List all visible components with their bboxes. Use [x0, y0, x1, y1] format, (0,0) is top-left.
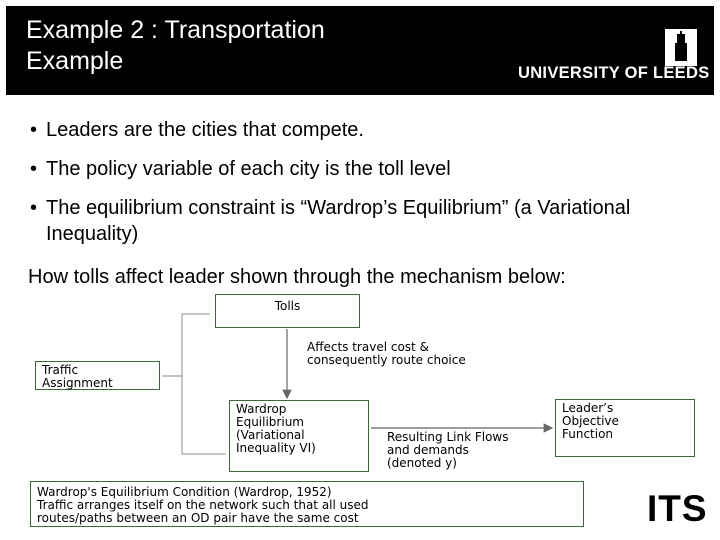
its-logo: ITS	[647, 488, 708, 529]
resulting-flows-label: Resulting Link Flows and demands (denoted y)	[387, 430, 509, 470]
title-line-1: Example 2 : Transportation	[26, 16, 325, 44]
bullet-text: The equilibrium constraint is “Wardrop’s Equilibrium” (a Variational Inequality)	[46, 197, 631, 245]
condition-title: Wardrop's Equilibrium Condition (Wardrop, 1952)	[37, 485, 332, 499]
traffic-assignment-text: Traffic Assignment	[42, 363, 113, 390]
wardrop-condition-box	[30, 481, 584, 527]
slide-title	[26, 15, 325, 77]
tolls-box: Tolls	[215, 294, 360, 328]
leader-objective-text: Leader’s Objective Function	[562, 401, 619, 441]
bullet-item	[30, 195, 690, 247]
affects-label: Affects travel cost & consequently route choice	[307, 340, 466, 367]
bullet-text: Leaders are the cities that compete.	[46, 119, 364, 141]
slide-header	[6, 6, 714, 95]
traffic-assignment-box	[35, 361, 160, 390]
leader-objective-box	[555, 399, 695, 457]
wardrop-equilibrium-box	[229, 400, 369, 472]
mechanism-intro: How tolls affect leader shown through the mechanism below:	[28, 266, 566, 288]
bullet-list	[30, 117, 690, 260]
university-crest-icon	[665, 29, 697, 66]
bullet-item	[30, 117, 690, 143]
bullet-dot-icon: •	[30, 119, 38, 141]
title-line-2: Example	[26, 47, 124, 75]
condition-text: Traffic arranges itself on the network such that all used routes/paths between an OD pair have the same cost	[37, 498, 369, 525]
bullet-text: The policy variable of each city is the toll level	[46, 158, 451, 180]
bracket-connector	[182, 314, 226, 454]
bullet-dot-icon: •	[30, 158, 38, 180]
wardrop-equilibrium-text: Wardrop Equilibrium (Variational Inequality VI)	[236, 402, 316, 455]
bullet-dot-icon: •	[30, 197, 38, 219]
university-logo-text: UNIVERSITY OF LEEDS	[518, 64, 710, 82]
bullet-item	[30, 156, 690, 182]
